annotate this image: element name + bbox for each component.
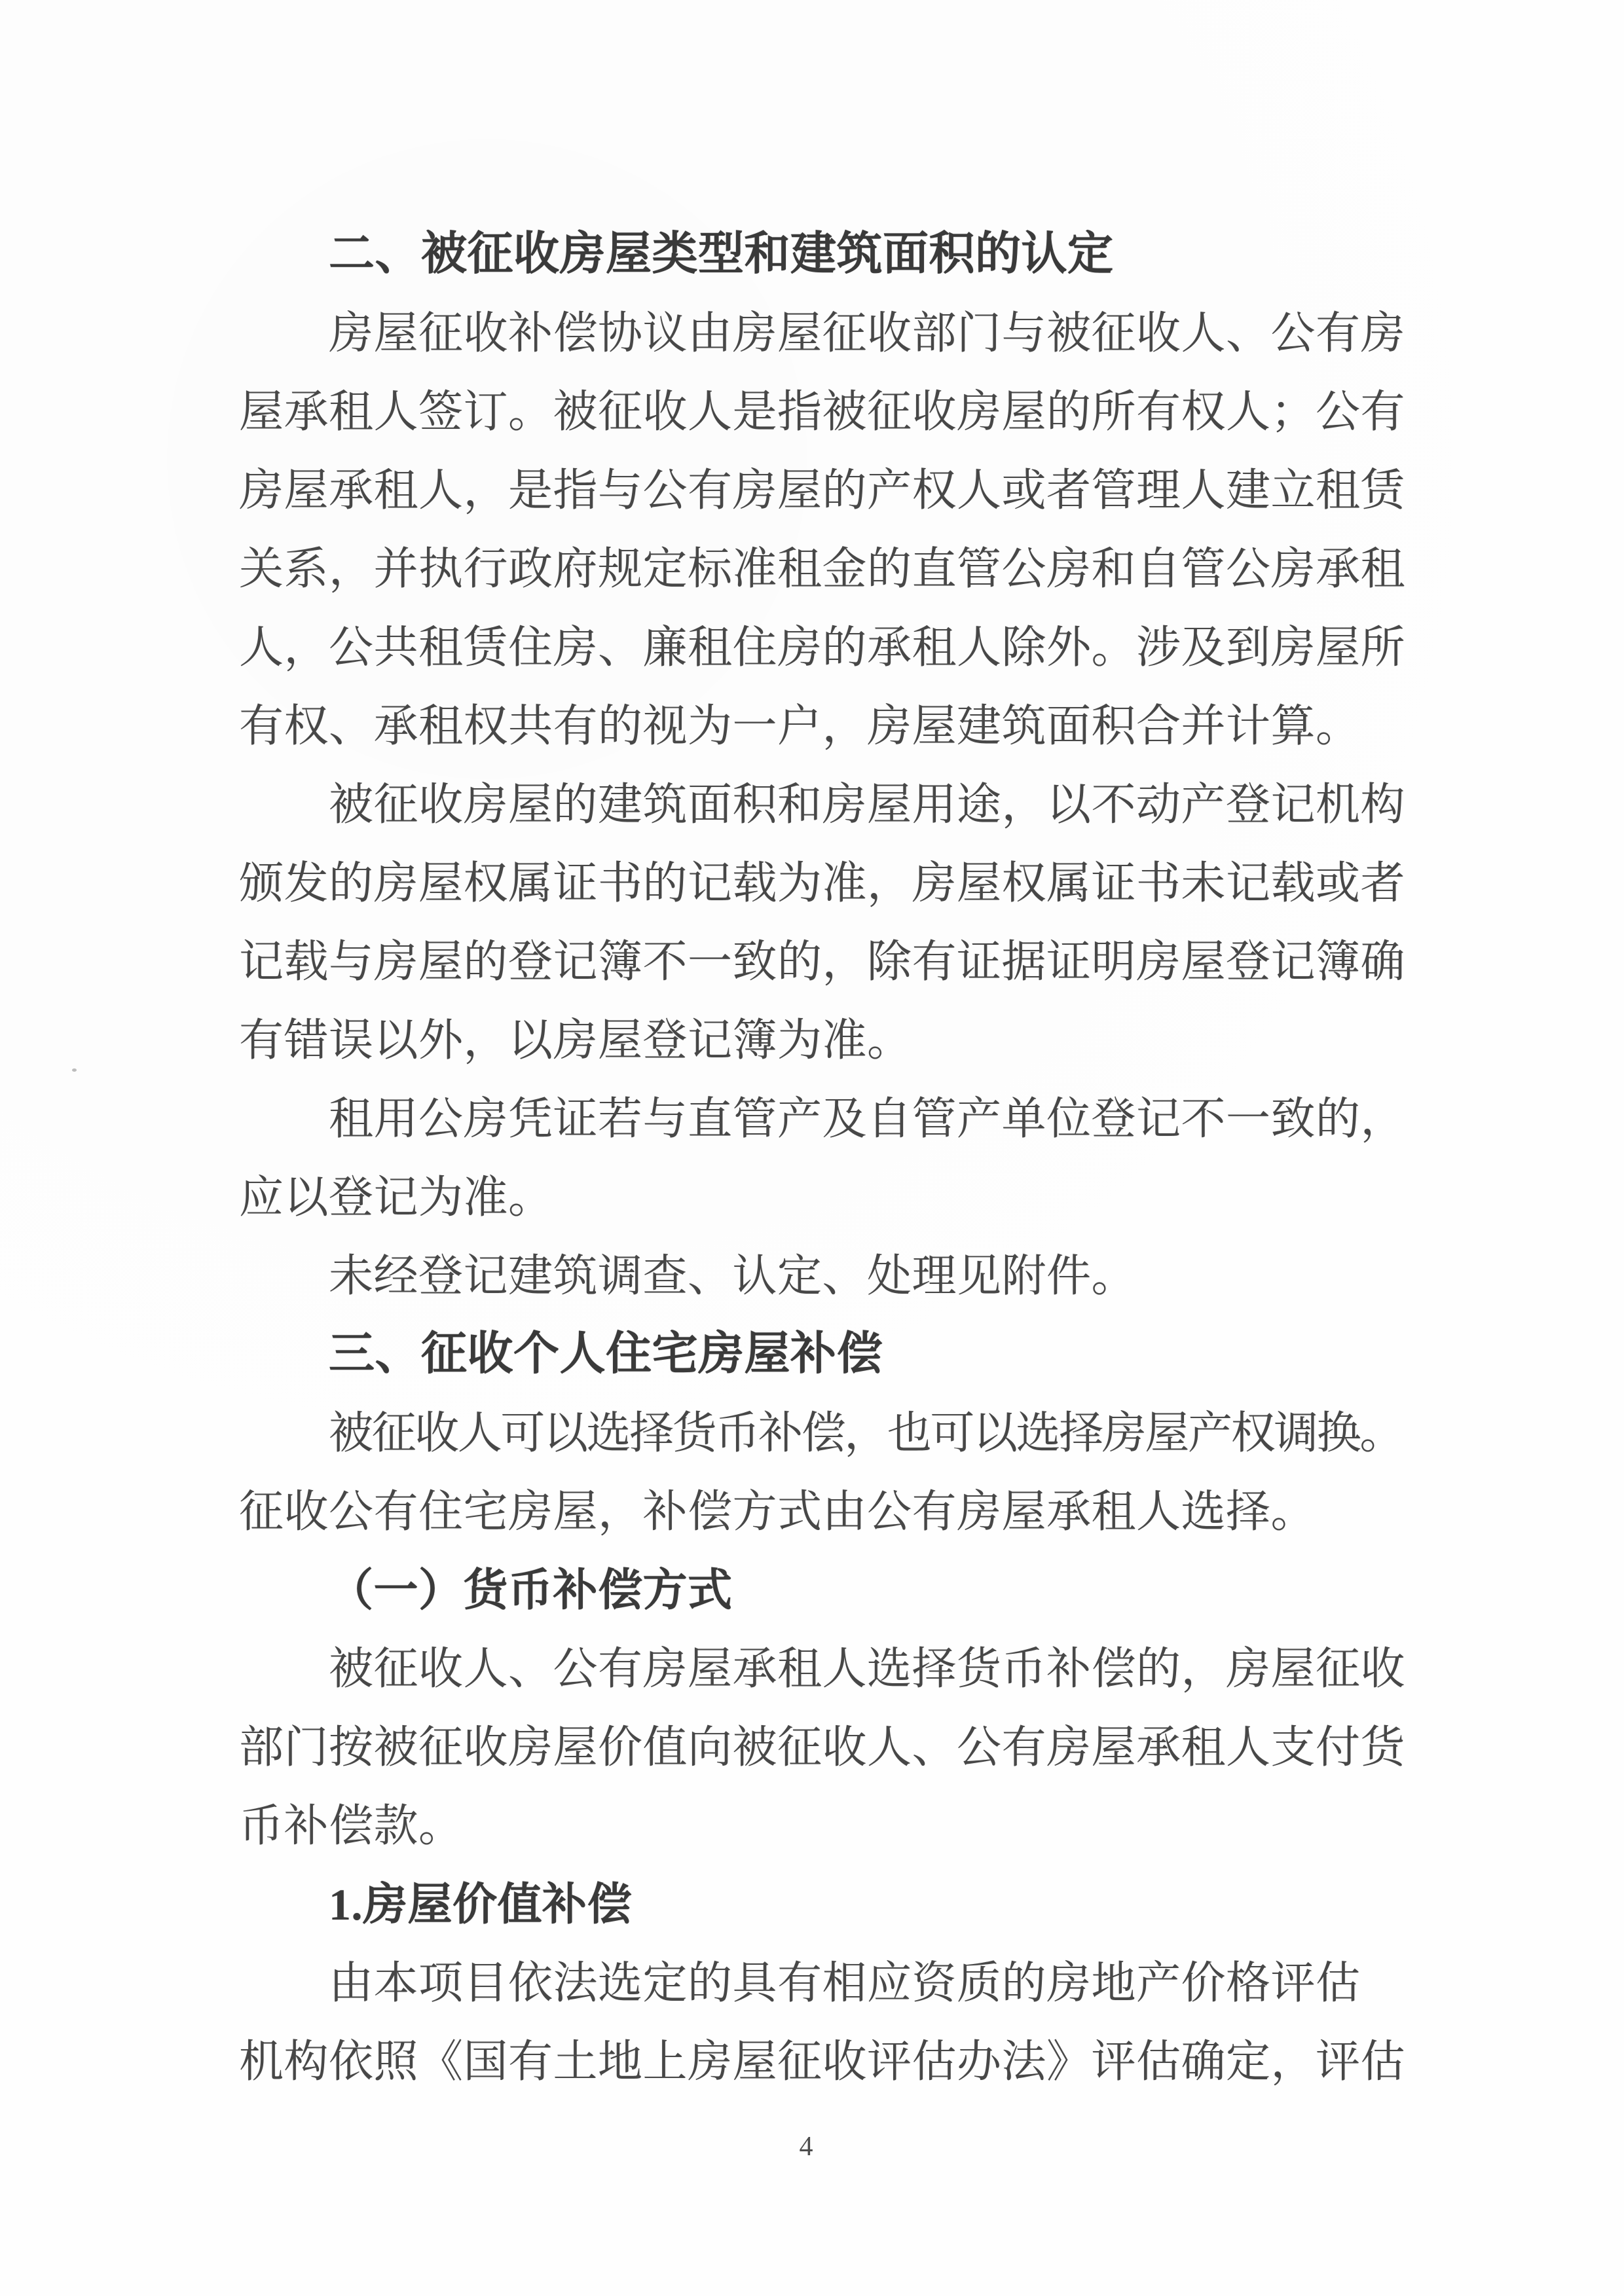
text-line: 由本项目依法选定的具有相应资质的房地产价格评估 bbox=[329, 1958, 1361, 2008]
text-line: 关系，并执行政府规定标准租金的直管公房和自管公房承租 bbox=[239, 544, 1406, 594]
text-line: 征收公有住宅房屋，补偿方式由公有房屋承租人选择。 bbox=[239, 1487, 1316, 1537]
text-line: 租用公房凭证若与直管产及自管产单位登记不一致的， bbox=[329, 1094, 1406, 1144]
text-line: 屋承租人签订。被征收人是指被征收房屋的所有权人；公有 bbox=[239, 387, 1406, 437]
text-line: 有权、承租权共有的视为一户，房屋建筑面积合并计算。 bbox=[239, 701, 1361, 751]
section-heading: 二、被征收房屋类型和建筑面积的认定 bbox=[329, 229, 1114, 280]
document-body bbox=[239, 215, 1411, 2101]
text-line: 未经登记建筑调查、认定、处理见附件。 bbox=[329, 1251, 1137, 1301]
text-line: 房屋征收补偿协议由房屋征收部门与被征收人、公有房 bbox=[329, 308, 1406, 358]
text-line: 被征收人可以选择货币补偿，也可以选择房屋产权调换。 bbox=[329, 1408, 1403, 1458]
text-line: 人，公共租赁住房、廉租住房的承租人除外。涉及到房屋所 bbox=[239, 623, 1406, 672]
text-line: 币补偿款。 bbox=[239, 1801, 464, 1851]
text-line: 被征收人、公有房屋承租人选择货币补偿的，房屋征收 bbox=[329, 1644, 1406, 1694]
section-heading: 1.房屋价值补偿 bbox=[329, 1880, 633, 1929]
text-line: 记载与房屋的登记簿不一致的，除有证据证明房屋登记簿确 bbox=[239, 937, 1406, 987]
page-number: 4 bbox=[799, 2132, 813, 2162]
text-line: 有错误以外，以房屋登记簿为准。 bbox=[239, 1015, 912, 1065]
text-line: 颁发的房屋权属证书的记载为准，房屋权属证书未记载或者 bbox=[239, 858, 1406, 908]
scan-speck bbox=[72, 1068, 77, 1072]
section-heading: （一）货币补偿方式 bbox=[329, 1565, 733, 1615]
text-line: 应以登记为准。 bbox=[239, 1173, 553, 1222]
text-line: 部门按被征收房屋价值向被征收人、公有房屋承租人支付货 bbox=[239, 1722, 1406, 1772]
text-line: 机构依照《国有土地上房屋征收评估办法》评估确定，评估 bbox=[239, 2037, 1406, 2086]
text-line: 房屋承租人，是指与公有房屋的产权人或者管理人建立租赁 bbox=[239, 465, 1406, 515]
text-line: 被征收房屋的建筑面积和房屋用途，以不动产登记机构 bbox=[329, 780, 1406, 829]
section-heading: 三、征收个人住宅房屋补偿 bbox=[329, 1329, 883, 1379]
